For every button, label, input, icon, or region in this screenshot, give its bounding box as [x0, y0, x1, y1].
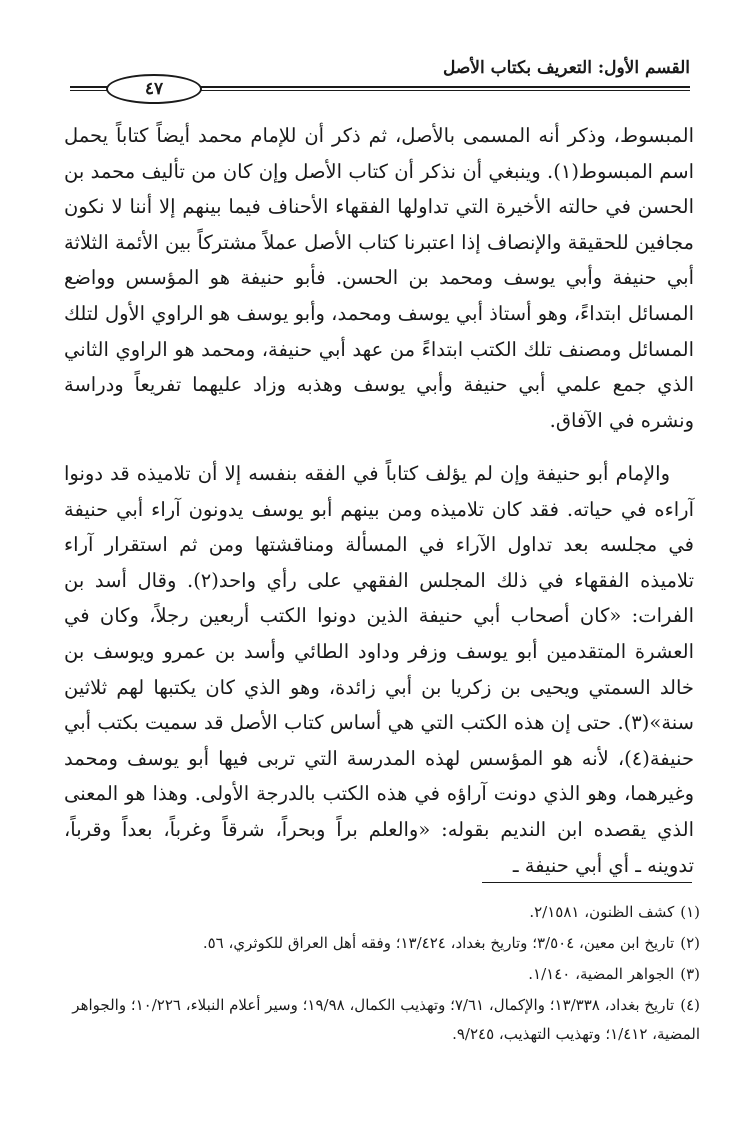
running-header	[70, 56, 690, 99]
paragraph-1-text: المبسوط، وذكر أنه المسمى بالأصل، ثم ذكر أن للإمام محمد أيضاً كتاباً يحمل اسم المبسوط(١). وينبغي أن نذكر أن كتاب الأصل وإن كان من تأليف محمد بن الحسن في حالته الأخيرة التي تداولها الفقهاء الأحناف فيما بينهم إلا أننا لا نكون مجافين للحقيقة والإنصاف إذا اعتبرنا كتاب الأصل عملاً مشتركاً بين الأئمة الثلاثة أبي حنيفة وأبي يوسف ومحمد بن الحسن. فأبو حنيفة هو المؤسس وواضع المسائل ابتداءً، وهو أستاذ أبي يوسف ومحمد، وأبو يوسف هو الراوي الأول لتلك المسائل ومصنف تلك الكتب ابتداءً من عهد أبي حنيفة، ومحمد هو الراوي الثاني الذي جمع علمي أبي حنيفة وأبي يوسف وهذبه وزاد عليهما تفريعاً ودراسة ونشره في الآفاق.	[64, 124, 695, 432]
header-title: القسم الأول: التعريف بكتاب الأصل	[442, 58, 690, 78]
paragraph-2-text: والإمام أبو حنيفة وإن لم يؤلف كتاباً في الفقه بنفسه إلا أن تلاميذه قد دونوا آراءه في حياته. فقد كان تلاميذه ومن بينهم أبو يوسف يدونون آراء أبي حنيفة في مجلسه بعد تداول الآراء في المسألة ومناقشتها ومن ثم استقرار آراء تلاميذه الفقهاء في ذلك المجلس الفقهي على رأي واحد(٢). وقال أسد بن الفرات: «كان أصحاب أبي حنيفة الذين دونوا الكتب أربعين رجلاً، وكان في العشرة المتقدمين أبو يوسف وزفر وداود الطائي وأسد بن عمرو ويوسف بن خالد السمتي ويحيى بن زكريا بن أبي زائدة، وهو الذي كان يكتبها لهم ثلاثين سنة»(٣). حتى إن هذه الكتب التي هي أساس كتاب الأصل قد سميت بكتب أبي حنيفة(٤)، لأنه هو المؤسس لهذه المدرسة التي تربى فيها أبو يوسف ومحمد وغيرهما، وهو الذي دونت آراؤه في هذه الكتب بالدرجة الأولى. وهذا هو المعنى الذي يقصده ابن النديم بقوله: «والعلم براً وبحراً، شرقاً وغرباً، بعداً وقرباً، تدوينه ـ أي أبي حنيفة ـ	[64, 462, 695, 877]
footnote-text: كشف الظنون، ٢/١٥٨١.	[529, 903, 675, 921]
paragraph-2	[64, 456, 694, 883]
paragraph-1	[64, 118, 694, 438]
footnote-1	[60, 898, 700, 927]
page-number: ٤٧	[106, 74, 202, 104]
footnote-number: (٣)	[680, 965, 700, 983]
footnote-number: (١)	[680, 903, 700, 921]
footnote-separator	[482, 882, 692, 883]
footnote-3	[60, 960, 700, 989]
footnote-text: تاريخ بغداد، ١٣/٣٣٨؛ والإكمال، ٧/٦١؛ وتهذيب الكمال، ١٩/٩٨؛ وسير أعلام النبلاء، ١٠/٢٢٦؛ والجواهر المضية، ١/٤١٢؛ وتهذيب التهذيب، ٩/٢٤٥.	[72, 996, 700, 1043]
footnote-number: (٤)	[680, 996, 700, 1014]
footnotes	[60, 898, 700, 1051]
footnote-number: (٢)	[680, 934, 700, 952]
footnote-4	[60, 991, 700, 1049]
footnote-text: الجواهر المضية، ١/١٤٠.	[528, 965, 675, 983]
footnote-text: تاريخ ابن معين، ٣/٥٠٤؛ وتاريخ بغداد، ١٣/٤٢٤؛ وفقه أهل العراق للكوثري، ٥٦.	[202, 934, 675, 952]
footnote-2	[60, 929, 700, 958]
